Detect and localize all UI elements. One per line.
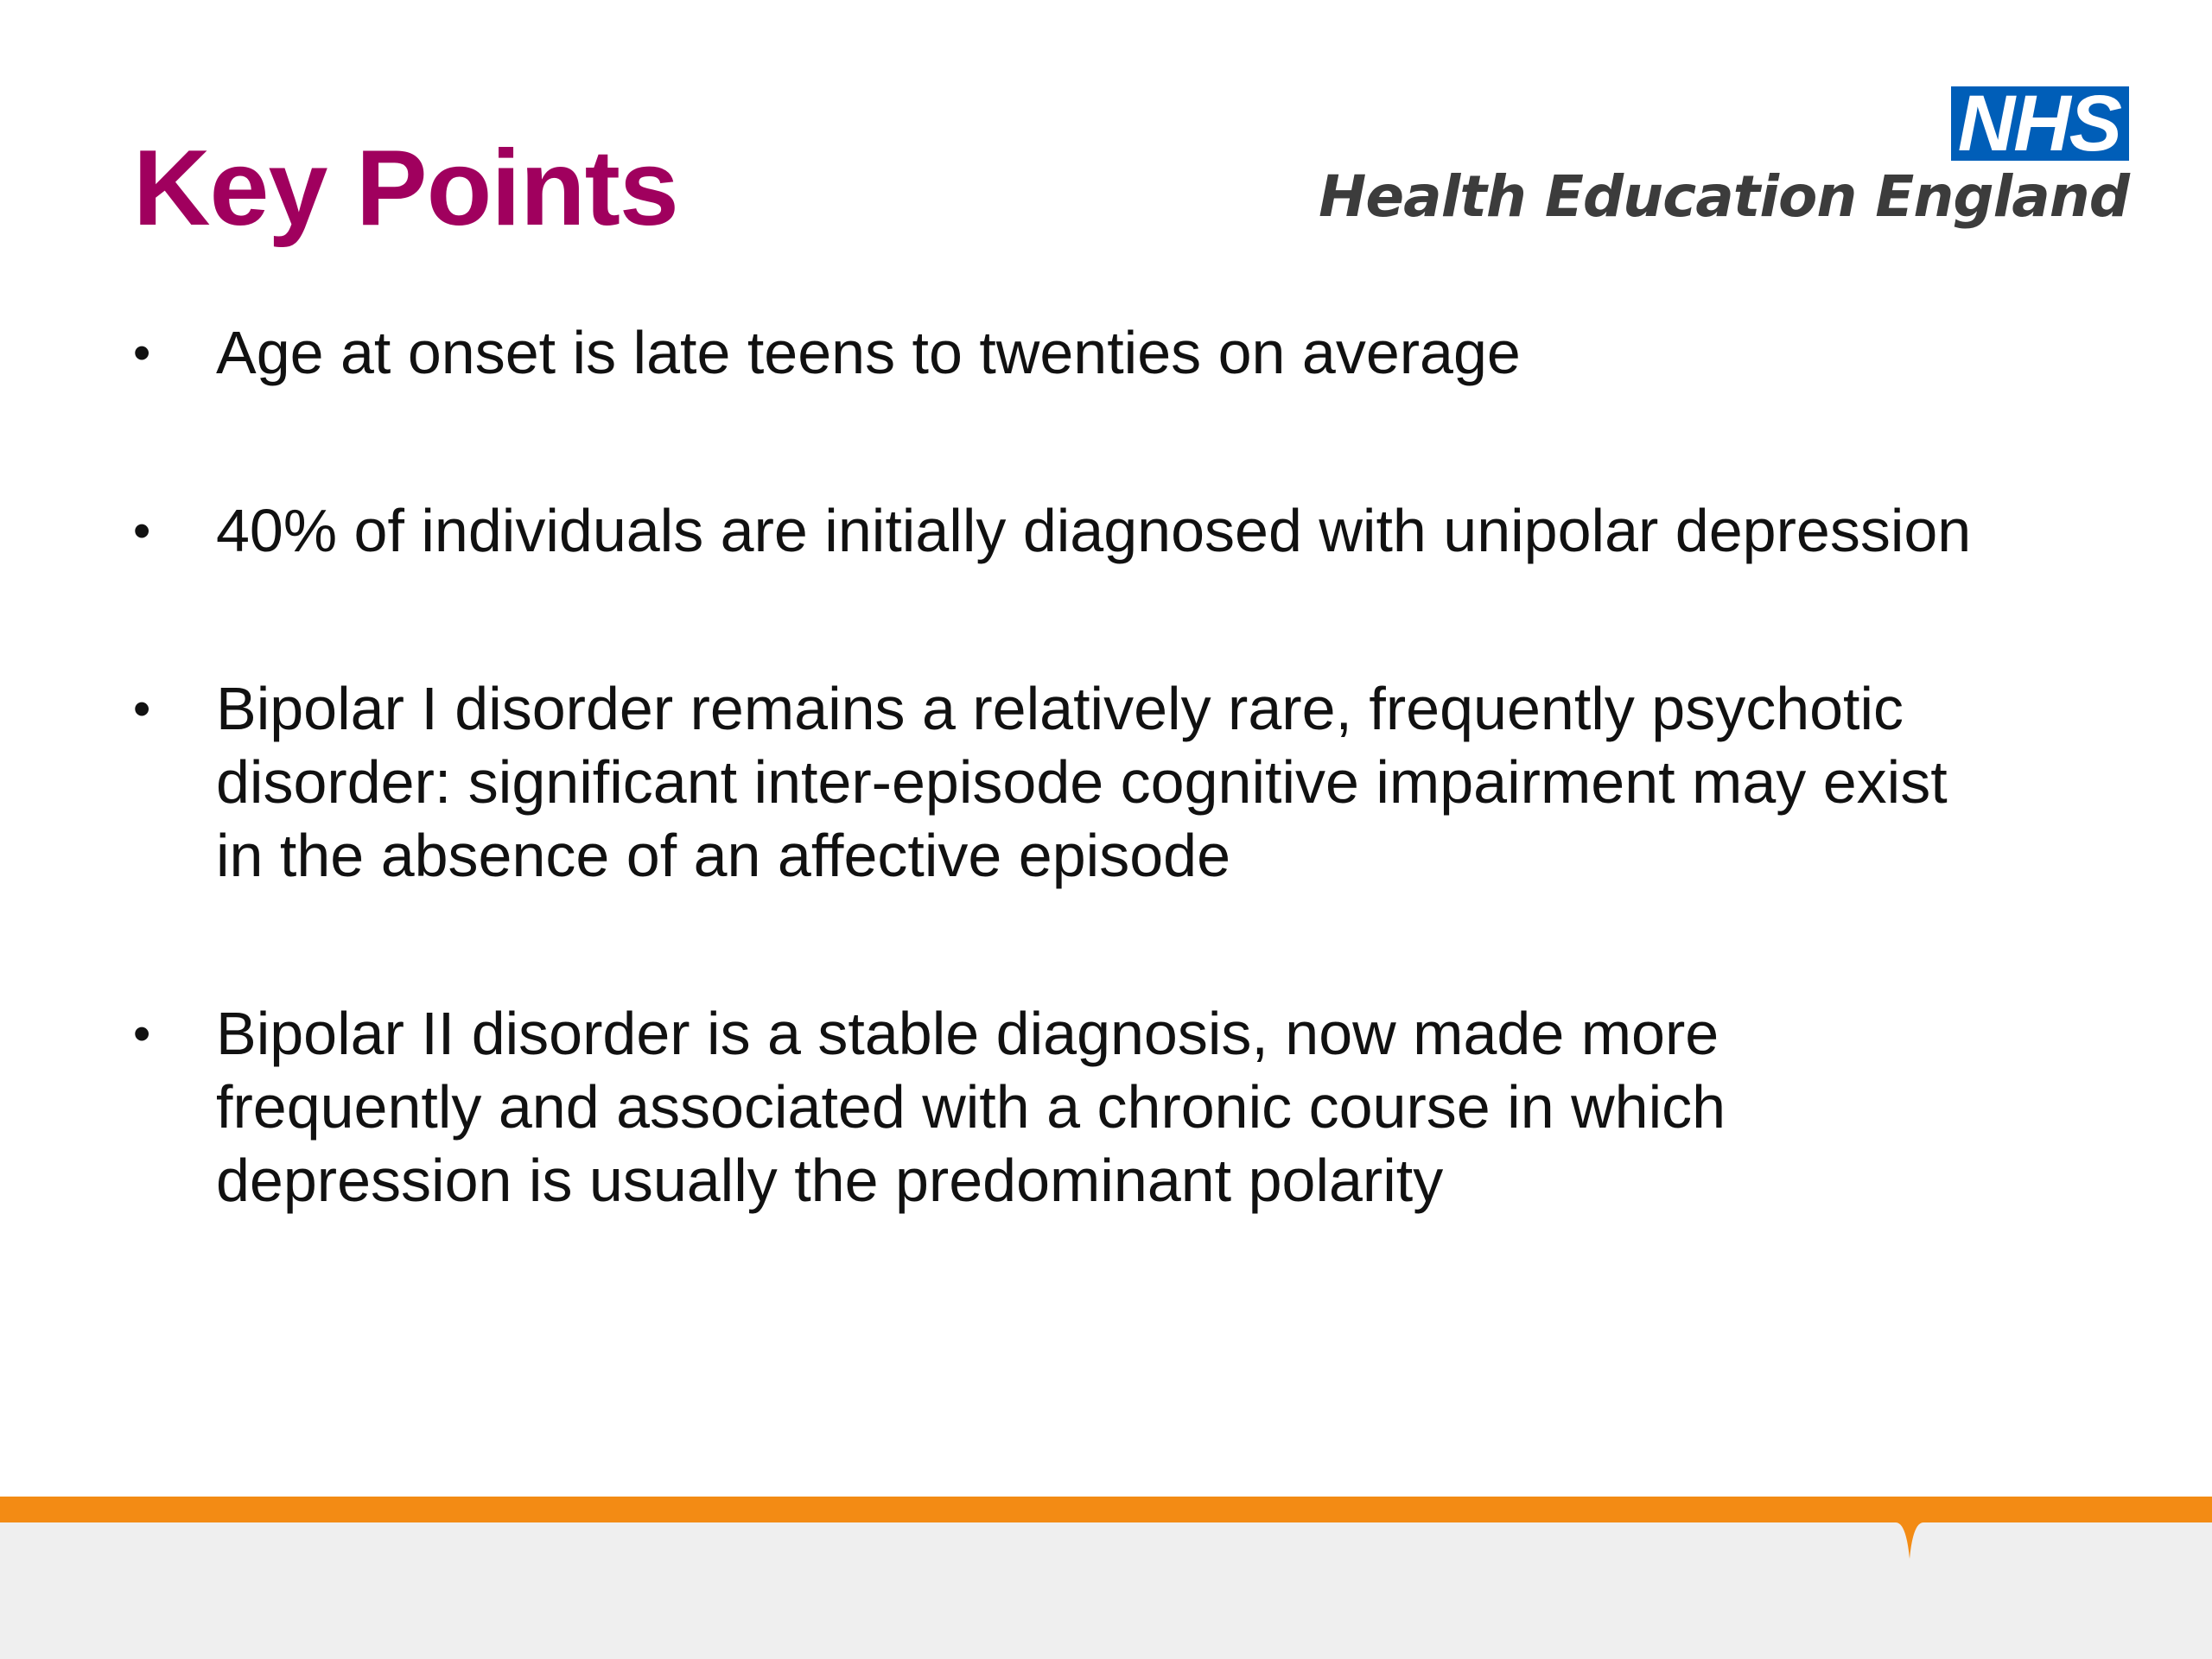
bullet-item	[130, 316, 1987, 390]
organisation-name: Health Education England	[1319, 163, 2129, 230]
footer-notch-shape	[1866, 1521, 1953, 1560]
bullet-item	[130, 997, 1987, 1217]
bullet-text: Age at onset is late teens to twenties on average	[216, 319, 1521, 386]
bullet-marker: •	[133, 503, 151, 559]
bullet-marker: •	[133, 681, 151, 737]
bullet-text: Bipolar I disorder remains a relatively rare, frequently psychotic disorder: significant inter-episode cognitive impairment may exist in the absence of an affective episode	[216, 675, 1948, 889]
nhs-badge: NHS	[1951, 86, 2129, 161]
hee-logo	[1319, 79, 2129, 230]
bullet-item	[130, 494, 1987, 568]
bullet-marker: •	[133, 325, 151, 381]
bullet-text: 40% of individuals are initially diagnosed with unipolar depression	[216, 497, 1972, 564]
footer-accent-bar	[0, 1497, 2212, 1522]
bullet-marker: •	[133, 1006, 151, 1062]
bullet-item	[130, 672, 1987, 893]
key-points-list	[130, 316, 1987, 1217]
bullet-text: Bipolar II disorder is a stable diagnosis, now made more frequently and associated with a chronic course in which depression is usually the predominant polarity	[216, 1000, 1726, 1214]
slide-title: Key Points	[133, 129, 678, 248]
